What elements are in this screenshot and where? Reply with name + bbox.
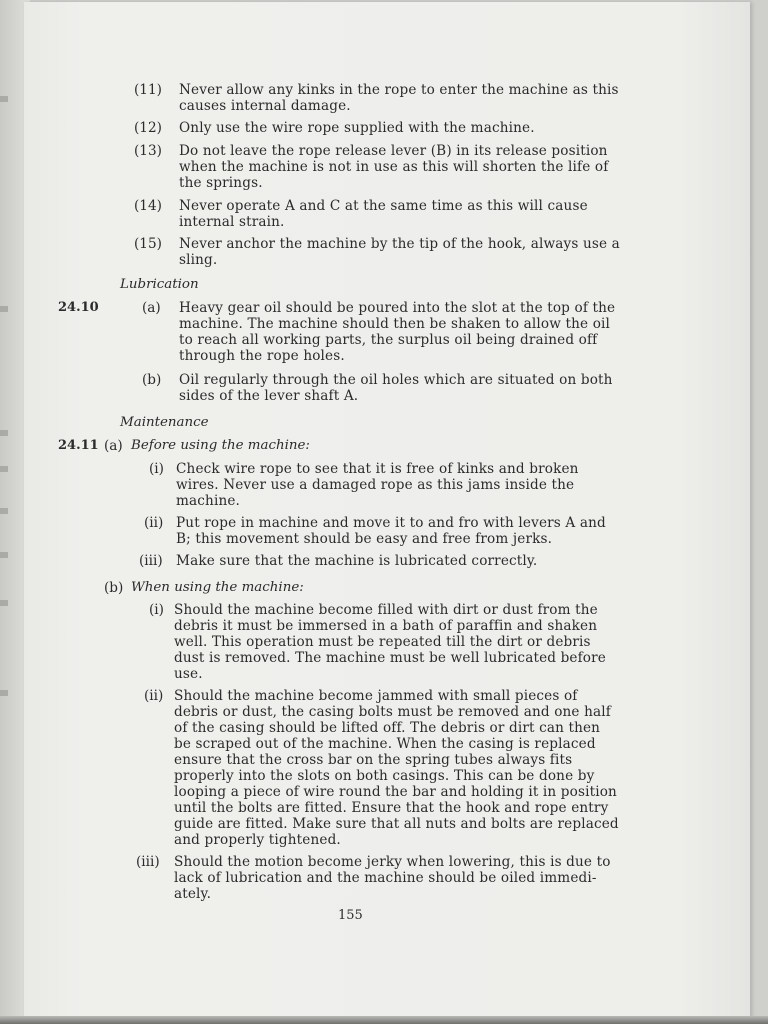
text-line: Never anchor the machine by the tip of the hook, always use a: [179, 236, 620, 252]
text-line: dust is removed. The machine must be well lubricated before: [174, 650, 606, 666]
text-line: well. This operation must be repeated till the dirt or debris: [174, 634, 591, 650]
text-line: causes internal damage.: [179, 98, 351, 114]
text-line: Never allow any kinks in the rope to enter the machine as this: [179, 82, 619, 98]
text-line: Should the motion become jerky when lowering, this is due to: [174, 854, 611, 870]
heading-maintenance: Maintenance: [120, 415, 209, 430]
subsection-label: (a): [104, 438, 123, 454]
subsection-title: When using the machine:: [131, 580, 304, 595]
item-number: (13): [134, 143, 162, 159]
text-line: machine. The machine should then be shaken to allow the oil: [179, 316, 611, 332]
text-line: Never operate A and C at the same time as this will cause: [179, 198, 588, 214]
text-line: sides of the lever shaft A.: [179, 388, 359, 404]
section-number: 24.10: [58, 300, 99, 315]
text-line: through the rope holes.: [179, 348, 345, 364]
edge-mark: [0, 690, 8, 696]
text-line: debris or dust, the casing bolts must be removed and one half: [174, 704, 611, 720]
page-number: 155: [338, 908, 363, 923]
text-line: use.: [174, 666, 203, 682]
text-line: Only use the wire rope supplied with the machine.: [179, 120, 535, 136]
text-line: and properly tightened.: [174, 832, 341, 848]
section-number: 24.11: [58, 438, 99, 453]
item-number: (ii): [144, 515, 164, 531]
text-line: Make sure that the machine is lubricated correctly.: [176, 553, 538, 569]
text-line: Should the machine become filled with dirt or dust from the: [174, 602, 598, 618]
edge-mark: [0, 508, 8, 514]
text-line: Oil regularly through the oil holes which are situated on both: [179, 372, 613, 388]
text-line: internal strain.: [179, 214, 285, 230]
text-line: when the machine is not in use as this will shorten the life of: [179, 159, 609, 175]
text-line: of the casing should be lifted off. The debris or dirt can then: [174, 720, 601, 736]
item-number: (i): [149, 602, 164, 618]
item-number: (11): [134, 82, 162, 98]
item-number: (14): [134, 198, 162, 214]
item-number: (iii): [136, 854, 160, 870]
item-number: (a): [142, 300, 161, 316]
text-line: Put rope in machine and move it to and fro with levers A and: [176, 515, 606, 531]
text-line: to reach all working parts, the surplus oil being drained off: [179, 332, 598, 348]
text-line: ately.: [174, 886, 212, 902]
text-line: Do not leave the rope release lever (B) in its release position: [179, 143, 608, 159]
edge-mark: [0, 552, 8, 558]
bottom-shadow: [0, 1016, 768, 1024]
edge-mark: [0, 600, 8, 606]
edge-mark: [0, 466, 8, 472]
text-line: properly into the slots on both casings. This can be done by: [174, 768, 595, 784]
text-line: Should the machine become jammed with small pieces of: [174, 688, 578, 704]
item-number: (i): [149, 461, 164, 477]
item-number: (b): [142, 372, 162, 388]
text-line: guide are fitted. Make sure that all nuts and bolts are replaced: [174, 816, 619, 832]
edge-mark: [0, 96, 8, 102]
item-number: (15): [134, 236, 162, 252]
edge-mark: [0, 306, 8, 312]
text-line: Check wire rope to see that it is free of kinks and broken: [176, 461, 579, 477]
text-line: machine.: [176, 493, 241, 509]
text-line: lack of lubrication and the machine should be oiled immedi-: [174, 870, 597, 886]
text-line: Heavy gear oil should be poured into the slot at the top of the: [179, 300, 616, 316]
item-number: (ii): [144, 688, 164, 704]
subsection-label: (b): [104, 580, 124, 596]
text-line: sling.: [179, 252, 218, 268]
text-line: looping a piece of wire round the bar and holding it in position: [174, 784, 617, 800]
text-line: be scraped out of the machine. When the casing is replaced: [174, 736, 596, 752]
text-line: debris it must be immersed in a bath of paraffin and shaken: [174, 618, 598, 634]
subsection-title: Before using the machine:: [131, 438, 310, 453]
heading-lubrication: Lubrication: [120, 277, 199, 292]
book-page: [24, 2, 750, 1018]
item-number: (iii): [139, 553, 163, 569]
text-line: until the bolts are fitted. Ensure that the hook and rope entry: [174, 800, 609, 816]
text-line: the springs.: [179, 175, 263, 191]
text-line: B; this movement should be easy and free from jerks.: [176, 531, 553, 547]
edge-mark: [0, 430, 8, 436]
text-line: ensure that the cross bar on the spring tubes always fits: [174, 752, 573, 768]
item-number: (12): [134, 120, 162, 136]
text-line: wires. Never use a damaged rope as this jams inside the: [176, 477, 575, 493]
